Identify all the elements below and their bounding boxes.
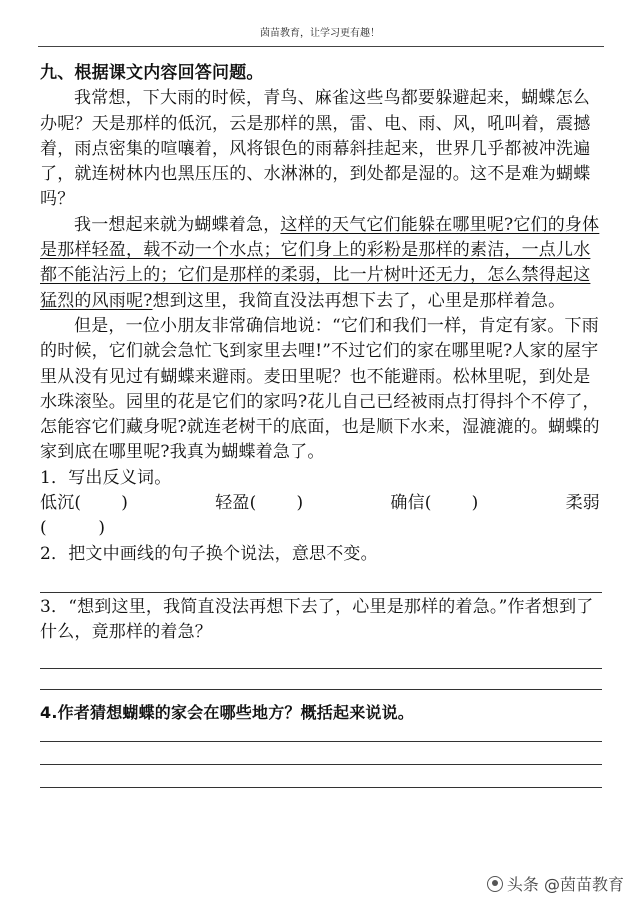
watermark: [487, 872, 624, 895]
underlined-sentence: 这样的天气它们能躲在哪里呢?它们的身体是那样轻盈，载不动一个水点；它们身上的彩粉是那样的素洁，一点儿水都不能沾污上的；它们是那样的柔弱，比一片树叶还无力，怎么禁得起这猛烈的风雨呢?: [40, 214, 600, 311]
antonym-item-3: 确信( ): [390, 493, 479, 514]
answer-line-q3-2[interactable]: [40, 669, 602, 690]
paragraph-2-start: 我一想起来就为蝴蝶着急，: [74, 214, 281, 235]
answer-line-q4-1[interactable]: [40, 725, 602, 742]
antonym-item-2: 轻盈( ): [215, 493, 304, 514]
passage-paragraph-3: 但是，一位小朋友非常确信地说：“它们和我们一样，肯定有家。下雨的时候，它们就会急忙飞到家里去哩!”不过它们的家在哪里呢?人家的屋宇里从没有见过有蝴蝶来避雨。麦田里呢？也不能避雨。松林里呢，到处是水珠滚坠。园里的花是它们的家吗?花儿自己已经被雨点打得抖个不停了，怎能容它们藏身呢?就连老树干的底面，也是顺下水来，湿漉漉的。蝴蝶的家到底在哪里呢?我真为蝴蝶着急了。: [40, 315, 600, 463]
answer-line-q3-1[interactable]: [40, 646, 602, 669]
answer-line-q2[interactable]: [40, 567, 602, 593]
question-1-prompt: 1．写出反义词。: [40, 467, 172, 488]
watermark-text: 头条 @茵苗教育: [506, 875, 624, 894]
paragraph-2-end: 想到这里，我简直没法再想下去了，心里是那样着急。: [152, 290, 566, 311]
page-header: 茵苗教育，让学习更有趣！: [260, 28, 380, 39]
answer-line-q4-2[interactable]: [40, 742, 602, 765]
passage-paragraph-2: [40, 213, 606, 314]
antonym-word-row: [40, 491, 600, 516]
passage-paragraph-1: 我常想，下大雨的时候，青鸟、麻雀这些鸟都要躲避起来，蝴蝶怎么办呢？天是那样的低沉，云是那样的黑，雷、电、雨、风，吼叫着，震撼着，雨点密集的喧嚷着，风将银色的雨幕斜挂起来，世界几乎都被冲洗遍了，就连树林内也黑压压的、水淋淋的，到处都是湿的。这不是难为蝴蝶吗？: [40, 88, 591, 210]
section-title: 九、根据课文内容回答问题。: [40, 63, 264, 83]
worksheet-content: [40, 61, 606, 788]
question-3-prompt: 3．“想到这里，我简直没法再想下去了，心里是那样的着急。”作者想到了什么，竟那样的着急？: [40, 596, 594, 643]
question-2-prompt: 2．把文中画线的句子换个说法，意思不变。: [40, 543, 378, 564]
antonym-item-4: 柔弱: [565, 493, 600, 514]
header-divider: [38, 46, 604, 47]
antonym-wrap-blank[interactable]: ( ): [40, 518, 106, 539]
answer-line-q4-3[interactable]: [40, 765, 602, 788]
watermark-logo-icon: [487, 876, 503, 892]
antonym-item-1: 低沉( ): [40, 493, 129, 514]
question-4-prompt: 4.作者猜想蝴蝶的家会在哪些地方？概括起来说说。: [40, 702, 415, 722]
